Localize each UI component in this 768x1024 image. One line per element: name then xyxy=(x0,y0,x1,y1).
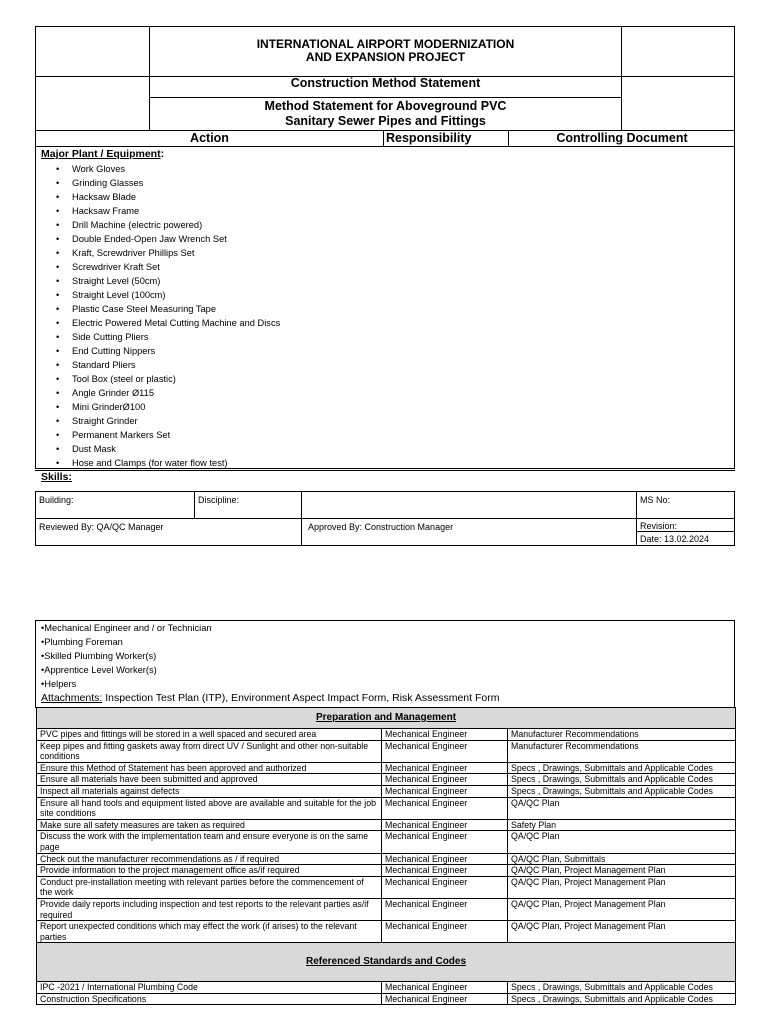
action-cell: Conduct pre-installation meeting with relevant parties before the commencement of the work xyxy=(37,876,382,898)
controlling-doc-cell: QA/QC Plan xyxy=(508,797,736,819)
doc-title-line-1: Method Statement for Aboveground PVC xyxy=(264,99,507,113)
table-row xyxy=(37,831,736,853)
responsibility-cell: Mechanical Engineer xyxy=(382,831,508,853)
action-cell: Ensure all hand tools and equipment listed above are available and suitable for the job site conditions xyxy=(37,797,382,819)
responsibility-cell: Mechanical Engineer xyxy=(382,853,508,865)
equipment-item: • Side Cutting Pliers xyxy=(40,330,280,344)
action-cell: IPC -2021 / International Plumbing Code xyxy=(37,982,382,994)
controlling-doc-cell: QA/QC Plan, Project Management Plan xyxy=(508,876,736,898)
equipment-item: • Mini GrinderØ100 xyxy=(40,400,280,414)
responsibility-cell: Mechanical Engineer xyxy=(382,740,508,762)
table-row xyxy=(37,853,736,865)
attachments-line xyxy=(41,692,499,704)
responsibility-cell: Mechanical Engineer xyxy=(382,729,508,741)
controlling-doc-cell: QA/QC Plan, Project Management Plan xyxy=(508,898,736,920)
column-header-bottom xyxy=(35,146,735,147)
responsibility-cell: Mechanical Engineer xyxy=(382,921,508,943)
controlling-doc-cell: Specs , Drawings, Submittals and Applicable Codes xyxy=(508,774,736,786)
table-row xyxy=(37,729,736,741)
action-cell: Ensure all materials have been submitted and approved xyxy=(37,774,382,786)
col-controlling-header: Controlling Document xyxy=(556,131,688,145)
equipment-item: • Electric Powered Metal Cutting Machine and Discs xyxy=(40,316,280,330)
section-referenced-standards-cell: Referenced Standards and Codes xyxy=(37,943,736,982)
controlling-doc-cell: Specs , Drawings, Submittals and Applicable Codes xyxy=(508,785,736,797)
footer-discipline: Discipline: xyxy=(198,495,240,505)
action-cell: Inspect all materials against defects xyxy=(37,785,382,797)
table-row xyxy=(37,740,736,762)
equipment-item: • Hacksaw Frame xyxy=(40,204,280,218)
skill-item: • Skilled Plumbing Worker(s) xyxy=(41,649,212,663)
responsibility-cell: Mechanical Engineer xyxy=(382,785,508,797)
controlling-doc-cell: Specs , Drawings, Submittals and Applicable Codes xyxy=(508,982,736,994)
table-row xyxy=(37,762,736,774)
equipment-heading-colon: : xyxy=(160,148,165,160)
skill-item: • Mechanical Engineer and / or Technician xyxy=(41,621,212,635)
controlling-doc-cell: Manufacturer Recommendations xyxy=(508,729,736,741)
responsibility-cell: Mechanical Engineer xyxy=(382,762,508,774)
controlling-doc-cell: Specs , Drawings, Submittals and Applicable Codes xyxy=(508,762,736,774)
controlling-doc-cell: Safety Plan xyxy=(508,819,736,831)
action-cell: Construction Specifications xyxy=(37,993,382,1005)
action-cell: Provide daily reports including inspection and test reports to the relevant parties as/if required xyxy=(37,898,382,920)
doc-type: Construction Method Statement xyxy=(290,76,481,90)
col-responsibility-header: Responsibility xyxy=(386,131,472,145)
footer-approved: Approved By: Construction Manager xyxy=(308,522,454,532)
equipment-item: • Work Gloves xyxy=(40,162,280,176)
action-cell: Check out the manufacturer recommendations as / if required xyxy=(37,853,382,865)
responsibility-cell: Mechanical Engineer xyxy=(382,797,508,819)
header-row-divider-2 xyxy=(149,97,622,98)
equipment-item: • Kraft, Screwdriver Phillips Set xyxy=(40,246,280,260)
equipment-heading-text: Major Plant / Equipment xyxy=(41,148,161,160)
footer-revision: Revision: xyxy=(640,521,678,531)
column-divider-1 xyxy=(383,130,384,147)
footer-building: Building: xyxy=(39,495,74,505)
action-cell: Provide information to the project management office as/if required xyxy=(37,865,382,877)
action-cell: Report unexpected conditions which may effect the work (if arises) to the relevant parties xyxy=(37,921,382,943)
equipment-item: • Grinding Glasses xyxy=(40,176,280,190)
skill-item: • Plumbing Foreman xyxy=(41,635,212,649)
action-cell: PVC pipes and fittings will be stored in a well spaced and secured area xyxy=(37,729,382,741)
section-preparation-cell: Preparation and Management xyxy=(37,708,736,729)
skill-item: • Apprentice Level Worker(s) xyxy=(41,663,212,677)
controlling-doc-cell: Specs , Drawings, Submittals and Applicable Codes xyxy=(508,993,736,1005)
table-row xyxy=(37,921,736,943)
table-row xyxy=(37,982,736,994)
controlling-doc-cell: QA/QC Plan, Submittals xyxy=(508,853,736,865)
skill-item: • Helpers xyxy=(41,677,212,691)
responsibility-cell: Mechanical Engineer xyxy=(382,993,508,1005)
footer-reviewed: Reviewed By: QA/QC Manager xyxy=(39,522,164,532)
project-title-line-2: AND EXPANSION PROJECT xyxy=(305,50,466,64)
responsibility-cell: Mechanical Engineer xyxy=(382,898,508,920)
table-row xyxy=(37,797,736,819)
equipment-item: • Straight Level (100cm) xyxy=(40,288,280,302)
action-cell: Make sure all safety measures are taken as required xyxy=(37,819,382,831)
equipment-item: • Drill Machine (electric powered) xyxy=(40,218,280,232)
equipment-list xyxy=(40,162,280,470)
equipment-item: • Hose and Clamps (for water flow test) xyxy=(40,456,280,470)
equipment-item: • Standard Pliers xyxy=(40,358,280,372)
action-cell: Discuss the work with the implementation team and ensure everyone is on the same page xyxy=(37,831,382,853)
skills-divider xyxy=(35,470,735,471)
responsibility-cell: Mechanical Engineer xyxy=(382,982,508,994)
equipment-item: • Dust Mask xyxy=(40,442,280,456)
equipment-item: • Screwdriver Kraft Set xyxy=(40,260,280,274)
table-row xyxy=(37,785,736,797)
responsibility-cell: Mechanical Engineer xyxy=(382,774,508,786)
column-divider-2 xyxy=(508,130,509,147)
controlling-doc-cell: QA/QC Plan xyxy=(508,831,736,853)
equipment-item: • End Cutting Nippers xyxy=(40,344,280,358)
action-cell: Keep pipes and fitting gaskets away from direct UV / Sunlight and other non-suitable conditions xyxy=(37,740,382,762)
footer-ms-no: MS No: xyxy=(640,495,671,505)
table-row xyxy=(37,774,736,786)
equipment-item: • Hacksaw Blade xyxy=(40,190,280,204)
section-referenced-standards xyxy=(37,943,736,982)
section-preparation xyxy=(37,708,736,729)
skills-list xyxy=(41,621,212,691)
table-row xyxy=(37,898,736,920)
project-title xyxy=(150,38,621,64)
equipment-item: • Tool Box (steel or plastic) xyxy=(40,372,280,386)
equipment-item: • Straight Level (50cm) xyxy=(40,274,280,288)
table-row xyxy=(37,876,736,898)
equipment-item: • Double Ended-Open Jaw Wrench Set xyxy=(40,232,280,246)
equipment-item: • Straight Grinder xyxy=(40,414,280,428)
method-table xyxy=(36,707,736,1005)
attachments-label: Attachments: xyxy=(41,692,103,704)
col-action-header: Action xyxy=(190,131,229,145)
attachments-text: Inspection Test Plan (ITP), Environment Aspect Impact Form, Risk Assessment Form xyxy=(102,692,500,704)
doc-title xyxy=(150,99,621,129)
footer-divider-2 xyxy=(301,491,302,546)
table-row xyxy=(37,993,736,1005)
doc-title-line-2: Sanitary Sewer Pipes and Fittings xyxy=(285,114,486,128)
responsibility-cell: Mechanical Engineer xyxy=(382,865,508,877)
project-title-line-1: INTERNATIONAL AIRPORT MODERNIZATION xyxy=(256,37,515,51)
controlling-doc-cell: QA/QC Plan, Project Management Plan xyxy=(508,865,736,877)
responsibility-cell: Mechanical Engineer xyxy=(382,819,508,831)
skills-heading: Skills: xyxy=(41,471,72,483)
equipment-item: • Plastic Case Steel Measuring Tape xyxy=(40,302,280,316)
header-right-divider xyxy=(621,26,622,130)
footer-date: Date: 13.02.2024 xyxy=(640,534,710,544)
table-row xyxy=(37,819,736,831)
responsibility-cell: Mechanical Engineer xyxy=(382,876,508,898)
equipment-item: • Permanent Markers Set xyxy=(40,428,280,442)
table-row xyxy=(37,865,736,877)
action-cell: Ensure this Method of Statement has been approved and authorized xyxy=(37,762,382,774)
controlling-doc-cell: Manufacturer Recommendations xyxy=(508,740,736,762)
controlling-doc-cell: QA/QC Plan, Project Management Plan xyxy=(508,921,736,943)
equipment-heading xyxy=(41,148,164,160)
equipment-item: • Angle Grinder Ø115 xyxy=(40,386,280,400)
